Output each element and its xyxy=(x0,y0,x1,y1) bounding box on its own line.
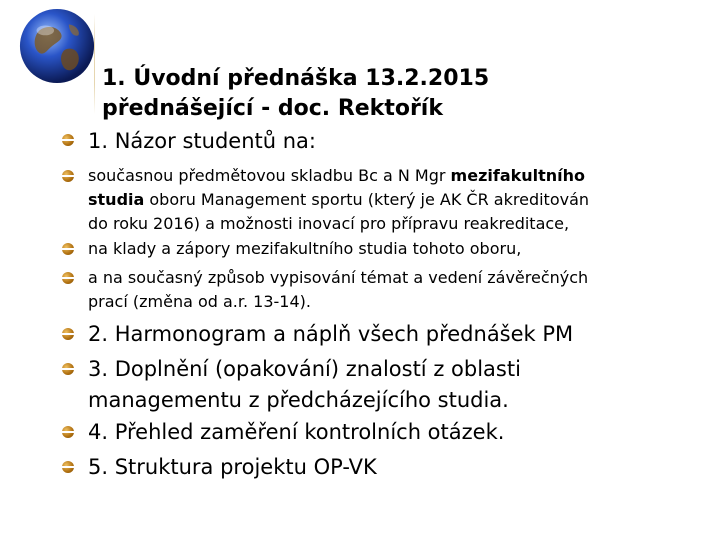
bullet-icon xyxy=(62,461,74,473)
bullet-icon xyxy=(62,243,74,255)
page-title xyxy=(102,64,489,124)
bullet-icon xyxy=(62,363,74,375)
title-line-2: přednášející - doc. Rektořík xyxy=(102,96,443,121)
title-line-1: 1. Úvodní přednáška 13.2.2015 xyxy=(102,66,490,91)
bullet-icon xyxy=(62,426,74,438)
bullet-icon xyxy=(62,170,74,182)
bullet-icon xyxy=(62,328,74,340)
bullet-icon xyxy=(62,134,74,146)
globe-icon xyxy=(18,7,96,85)
decorative-divider xyxy=(94,14,95,114)
bullet-icon xyxy=(62,272,74,284)
